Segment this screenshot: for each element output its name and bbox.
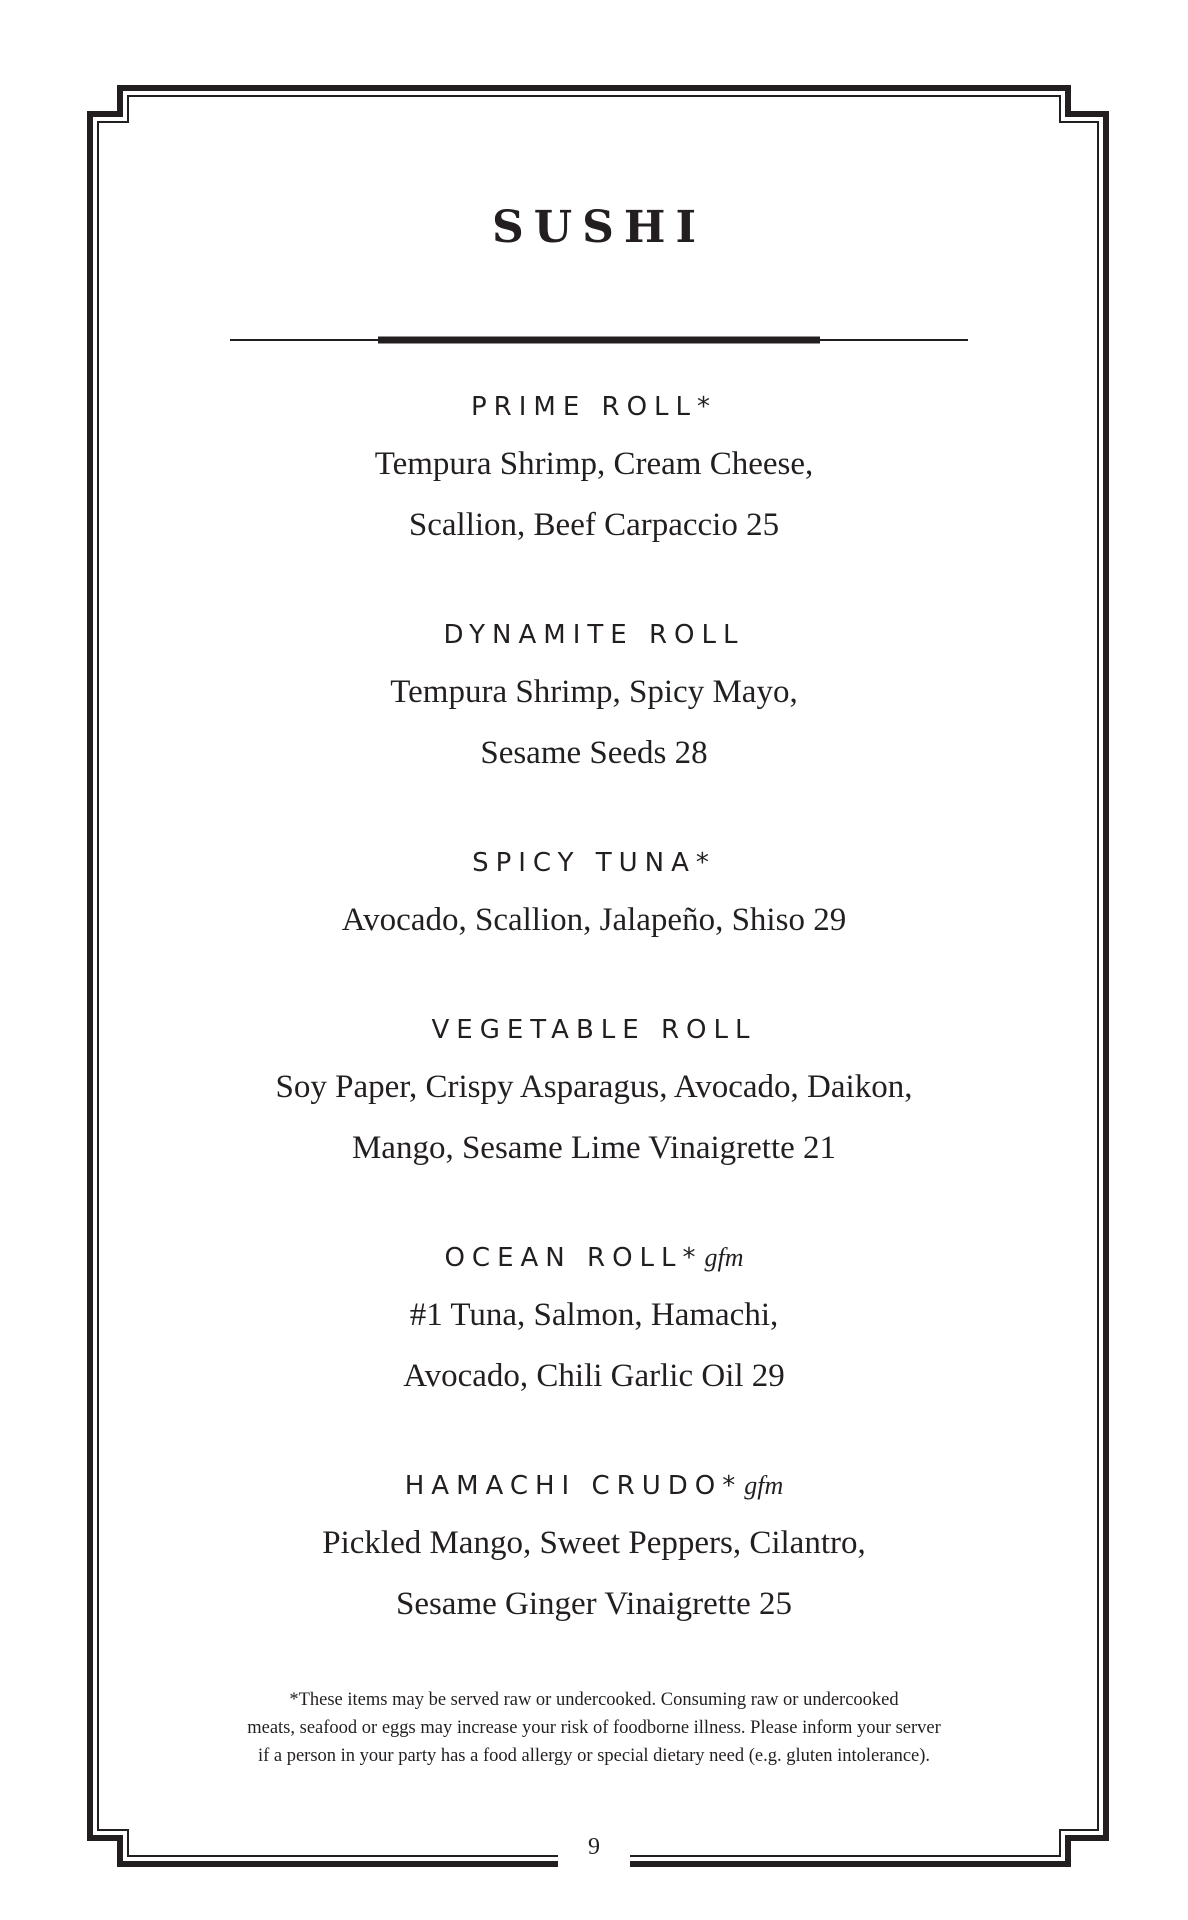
gluten-free-tag: gfm	[744, 1471, 784, 1500]
menu-item-name-text: HAMACHI CRUDO*	[404, 1471, 743, 1501]
menu-item-description-line: Pickled Mango, Sweet Peppers, Cilantro,	[322, 1525, 866, 1561]
menu-item-name-text: PRIME ROLL*	[470, 392, 718, 422]
page-number: 9	[588, 1834, 600, 1860]
menu-item	[0, 846, 1188, 951]
menu-item-name	[0, 1469, 1188, 1503]
menu-item-name	[0, 846, 1188, 880]
menu-item-name-text: SPICY TUNA*	[472, 848, 716, 878]
menu-item-description-line: Avocado, Chili Garlic Oil 29	[403, 1358, 785, 1394]
page-title: SUSHI	[491, 202, 707, 253]
menu-item-description-line: Soy Paper, Crispy Asparagus, Avocado, Daikon,	[275, 1069, 913, 1105]
menu-item	[0, 390, 1188, 556]
disclaimer-line: if a person in your party has a food allergy or special dietary need (e.g. gluten intolerance).	[257, 1746, 931, 1766]
item-spacer	[0, 1179, 1188, 1241]
item-spacer	[0, 784, 1188, 846]
menu-item-list	[0, 390, 1188, 1635]
menu-item-description-line: Tempura Shrimp, Spicy Mayo,	[390, 674, 798, 710]
menu-item	[0, 1013, 1188, 1179]
raw-food-disclaimer	[0, 1686, 1188, 1770]
menu-item-name-text: VEGETABLE ROLL	[431, 1015, 757, 1045]
menu-item-name	[0, 1013, 1188, 1047]
gluten-free-tag: gfm	[704, 1243, 744, 1272]
menu-item	[0, 1469, 1188, 1635]
disclaimer-line: meats, seafood or eggs may increase your risk of foodborne illness. Please inform your server	[247, 1718, 941, 1738]
menu-item-description-line: Sesame Ginger Vinaigrette 25	[395, 1586, 793, 1622]
item-spacer	[0, 951, 1188, 1013]
item-spacer	[0, 556, 1188, 618]
item-spacer	[0, 1407, 1188, 1469]
menu-item-description-line: #1 Tuna, Salmon, Hamachi,	[409, 1297, 779, 1333]
disclaimer-line: *These items may be served raw or undercooked. Consuming raw or undercooked	[289, 1690, 899, 1710]
menu-item-description-line: Sesame Seeds 28	[480, 735, 708, 771]
menu-item	[0, 1241, 1188, 1407]
menu-item	[0, 618, 1188, 784]
menu-item-name-text: OCEAN ROLL*	[444, 1243, 703, 1273]
menu-item-name-text: DYNAMITE ROLL	[443, 620, 745, 650]
menu-item-description-line: Tempura Shrimp, Cream Cheese,	[374, 446, 814, 482]
menu-item-description-line: Scallion, Beef Carpaccio 25	[408, 507, 780, 543]
menu-item-description-line: Mango, Sesame Lime Vinaigrette 21	[351, 1130, 837, 1166]
menu-item-description-line: Avocado, Scallion, Jalapeño, Shiso 29	[341, 902, 847, 938]
menu-item-name	[0, 1241, 1188, 1275]
menu-item-name	[0, 618, 1188, 652]
menu-item-name	[0, 390, 1188, 424]
